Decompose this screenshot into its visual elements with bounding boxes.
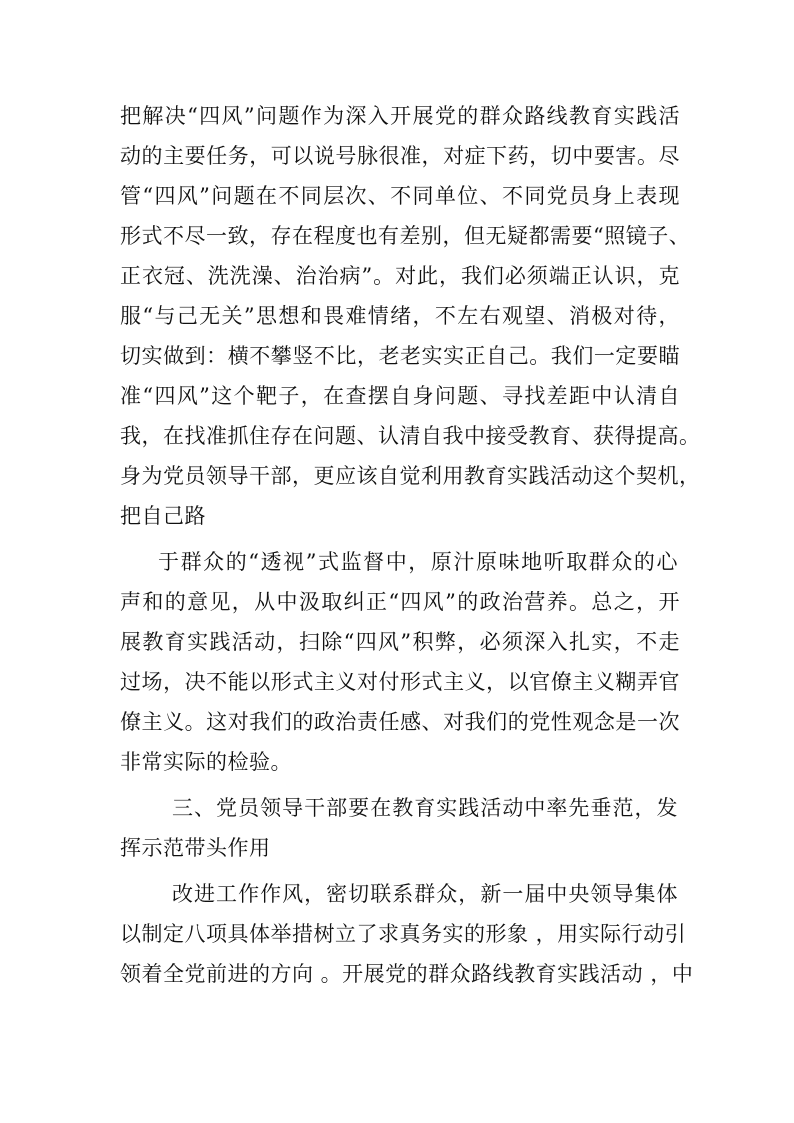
text-line: 改进工作作风，密切联系群众，新一届中央领导集体 — [172, 882, 678, 906]
text-line: 管“四风”问题在不同层次、不同单位、不同党员身上表现 — [120, 184, 680, 208]
text-line: 把解决“四风”问题作为深入开展党的群众路线教育实践活 — [120, 104, 680, 128]
text-line: 把自己路 — [120, 504, 206, 528]
text-line: 展教育实践活动，扫除“四风”积弊，必须深入扎实，不走 — [120, 630, 680, 654]
text-line: 领着全党前进的方向 。开展党的群众路线教育实践活动 ，中 — [120, 962, 694, 986]
text-line: 声和的意见，从中汲取纠正“四风”的政治营养。总之，开 — [120, 590, 680, 614]
section-heading-line: 三、党员领导干部要在教育实践活动中率先垂范，发 — [172, 796, 678, 820]
text-line: 切实做到：横不攀竖不比，老老实实正自己。我们一定要瞄 — [120, 344, 680, 368]
text-line: 非常实际的检验。 — [120, 750, 292, 774]
text-line: 过场，决不能以形式主义对付形式主义，以官僚主义糊弄官 — [120, 670, 680, 694]
text-line: 僚主义。这对我们的政治责任感、对我们的党性观念是一次 — [120, 710, 680, 734]
text-line: 于群众的“透视”式监督中，原汁原味地听取群众的心 — [158, 550, 678, 574]
text-line: 身为党员领导干部，更应该自觉利用教育实践活动这个契机， — [120, 464, 701, 488]
text-line: 正衣冠、洗洗澡、治治病”。对此，我们必须端正认识，克 — [120, 264, 680, 288]
text-line: 以制定八项具体举措树立了求真务实的形象 ，用实际行动引 — [120, 922, 687, 946]
text-line: 我，在找准抓住存在问题、认清自我中接受教育、获得提高。 — [120, 424, 701, 448]
text-line: 准“四风”这个靶子，在查摆自身问题、寻找差距中认清自 — [120, 384, 680, 408]
text-line: 动的主要任务，可以说号脉很准，对症下药，切中要害。尽 — [120, 144, 680, 168]
text-line: 服“与己无关”思想和畏难情绪，不左右观望、消极对待， — [120, 304, 680, 328]
text-line: 形式不尽一致，存在程度也有差别，但无疑都需要“照镜子、 — [120, 224, 691, 248]
section-heading-line: 挥示范带头作用 — [120, 836, 271, 860]
